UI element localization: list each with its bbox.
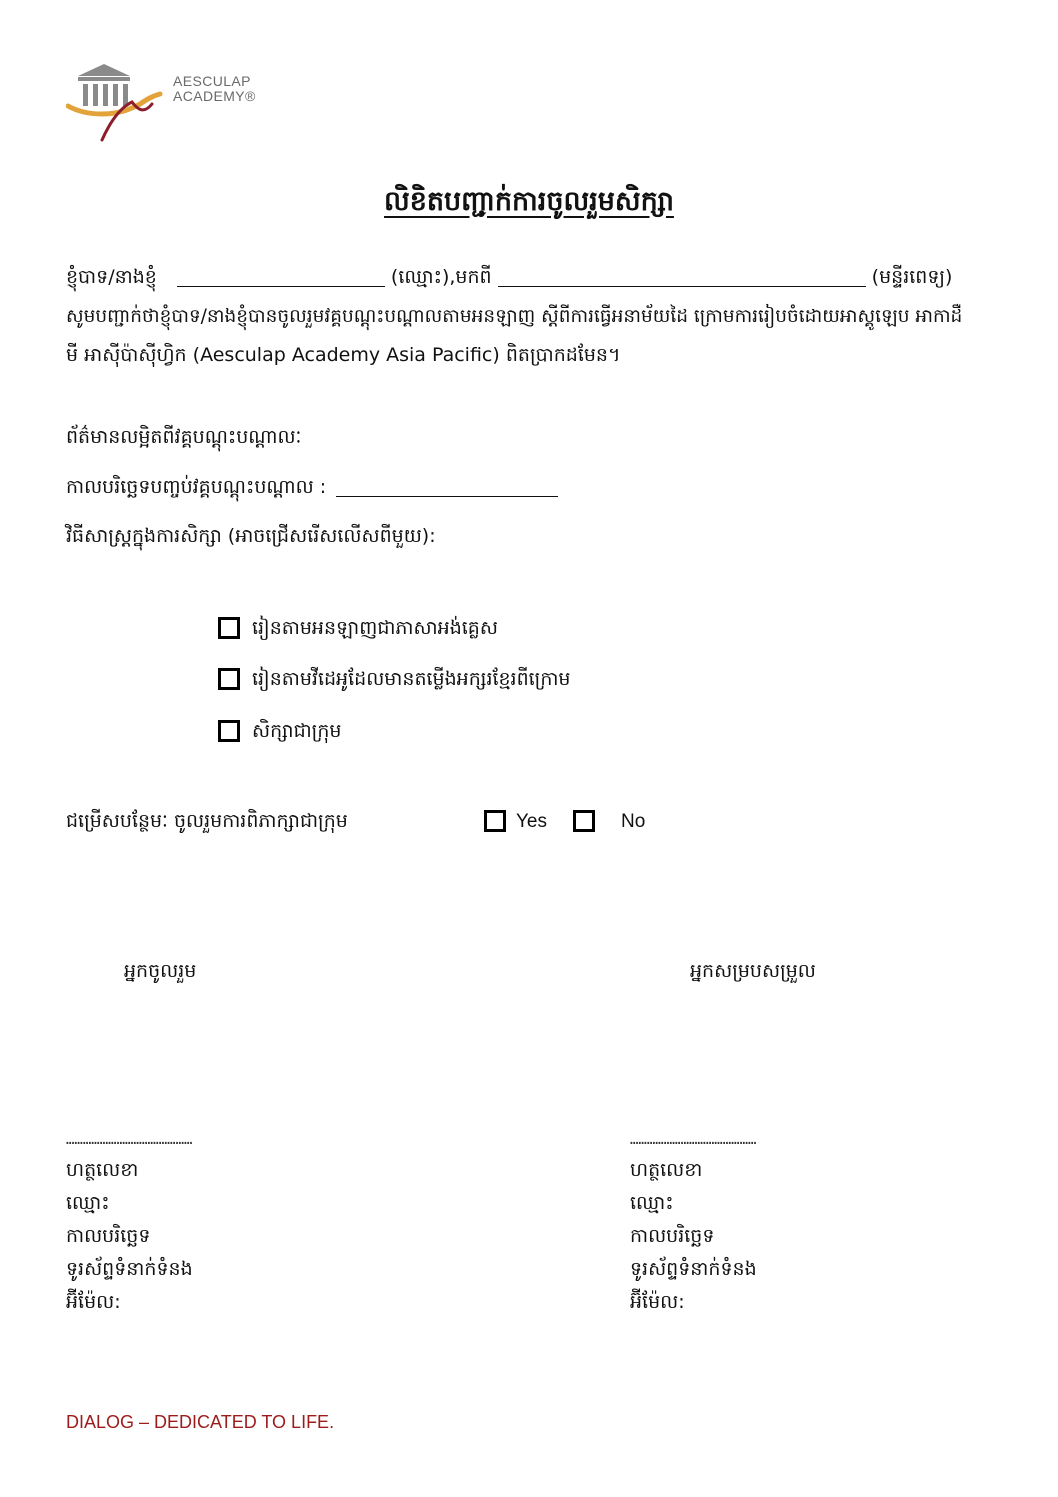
logo-wordmark [173,74,256,104]
no-label: No [621,810,646,832]
participant-field-signature: ហត្ថលេខា [66,1159,139,1181]
intro-line-3: មី អាស៊ីប៉ាស៊ីហ្វិក (Aesculap Academy Asia Pacific) ពិតប្រាកដមែន។ [66,344,621,366]
facilitator-heading: អ្នកសម្របសម្រួល [690,960,816,982]
facilitator-signature-line[interactable]: ……………………………………… [630,1132,757,1148]
participant-signature-block [66,1132,193,1319]
extra-option-label: ជម្រើសបន្ថែមៈ ចូលរួមការពិភាក្សាជាក្រុម [66,810,348,832]
footer-tagline: DIALOG – DEDICATED TO LIFE. [66,1412,335,1432]
method-option-3-label: សិក្សាជាក្រុម [252,719,342,742]
participant-field-date: កាលបរិច្ឆេទ [66,1225,151,1247]
intro-prefix: ខ្ញុំបាទ/នាងខ្ញុំ [66,266,157,288]
method-option-1-label: រៀនតាមអនឡាញជាភាសាអង់គ្លេស [252,616,498,639]
participant-field-phone: ទូរស័ព្ទទំនាក់ទំនង [66,1258,193,1280]
extra-yes-option[interactable] [484,810,547,832]
learning-method-label: វិធីសាស្ត្រក្នុងការសិក្សា (អាចជ្រើសរើសលើសពីមួយ): [66,525,436,547]
checkbox-no[interactable] [573,810,595,832]
completion-date-label: កាលបរិច្ឆេទបញ្ចប់វគ្គបណ្ដុះបណ្ដាល : [66,476,327,498]
yes-label: Yes [516,810,547,832]
facilitator-signature-block [630,1132,757,1319]
facilitator-field-email: អ៊ីម៉ែល: [630,1291,685,1313]
intro-hospital-label: (មន្ទីរពេទ្យ) [871,266,953,288]
participant-heading: អ្នកចូលរួម [124,960,197,982]
facilitator-field-phone: ទូរស័ព្ទទំនាក់ទំនង [630,1258,757,1280]
logo-line-2: ACADEMY® [173,88,256,104]
checkbox-group-study[interactable] [218,720,240,742]
method-option-3[interactable] [218,720,341,742]
hospital-blank[interactable] [498,268,866,287]
facilitator-field-name: ឈ្មោះ [630,1192,674,1214]
checkbox-yes[interactable] [484,810,506,832]
method-option-2-label: រៀនតាមវីដេអូដែលមានតម្លើងអក្សរខ្មែរពីក្រោម [252,667,571,690]
method-option-1[interactable] [218,617,498,639]
participant-field-email: អ៊ីម៉ែល: [66,1291,121,1313]
checkbox-online-english[interactable] [218,617,240,639]
completion-date-blank[interactable] [336,478,558,497]
intro-name-from: (ឈ្មោះ),មកពី [390,266,492,288]
document-title: លិខិតបញ្ជាក់ការចូលរួមសិក្សា [384,186,674,217]
extra-no-option[interactable] [573,810,645,832]
checkbox-video-subtitles[interactable] [218,668,240,690]
facilitator-field-date: កាលបរិច្ឆេទ [630,1225,715,1247]
participant-field-name: ឈ្មោះ [66,1192,110,1214]
completion-date-row [66,478,558,497]
method-option-2[interactable] [218,668,571,690]
participant-signature-line[interactable]: ……………………………………… [66,1132,193,1148]
training-details-heading: ព័ត៌មានលម្អិតពីវគ្គបណ្ដុះបណ្ដាលៈ [66,426,302,448]
facilitator-field-signature: ហត្ថលេខា [630,1159,703,1181]
logo-line-1: AESCULAP [173,73,251,89]
name-blank[interactable] [177,268,385,287]
intro-line-2: សូមបញ្ជាក់ថាខ្ញុំបាទ/នាងខ្ញុំបានចូលរួមវគ្គបណ្ដុះបណ្ដាលតាមអនឡាញ ស្ដីពីការធ្វើអនាម័យដៃ ក្រោមការរៀបចំដោយអាស្គូឡេប អាកាដឺ [66,306,963,327]
intro-line-1 [66,268,952,287]
